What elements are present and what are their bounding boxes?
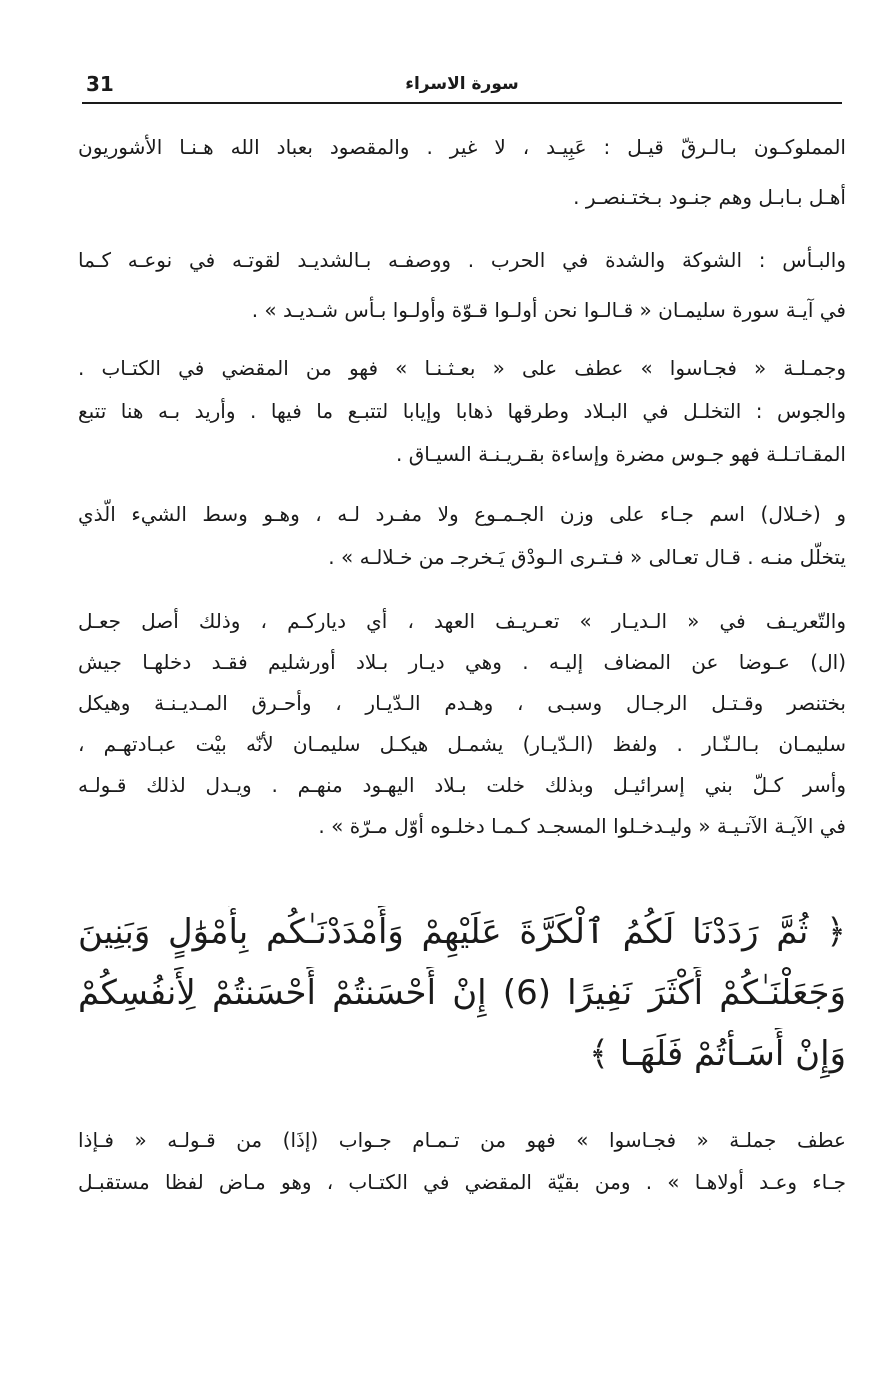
paragraph [78,130,846,214]
surah-title: سورة الاسراء [405,74,519,94]
page-number: 31 [86,72,114,96]
paragraph [78,1123,846,1199]
paragraph [78,351,846,471]
text-line: وأسر كـلّ بني إسرائيـل وبذلك خلت بـلاد اليهـود منهـم . ويـدل لذلك قـولـه [78,773,846,797]
verse-line: وَجَعَلْنَـٰكُمْ أَكْثَرَ نَفِيرًا (6) إِنْ أَحْسَنتُمْ أَحْسَنتُمْ لِأَنفُسِكُمْ [78,973,846,1013]
text-line: (ال) عـوضا عن المضاف إليـه . وهي ديـار بـلاد أورشليم فقـد دخلهـا جيش [78,650,846,674]
text-line: سليمـان بـالـنّـار . ولفظ (الـدّيـار) يشمـل هيكـل سليمـان لأنّه بيْت عبـادتهـم ، [78,732,846,756]
text-line: والتّعريـف في « الـديـار » تعـريـف العهد ، أي دياركـم ، وذلك أصل جعـل [78,609,846,633]
paragraph [78,497,846,574]
text-line: يتخلّل منـه . قـال تعـالى « فـتـرى الـودْق يَـخرجـ من خـلالـه » . [328,545,846,569]
paragraph [78,243,846,327]
paragraph [78,604,846,843]
quran-verse [78,906,846,1080]
text-line: عطف جملـة « فجـاسوا » فهو من تـمـام جـواب (إذَا) من قـولـه « فـإذا [78,1128,846,1152]
page-header [82,70,842,104]
text-line: والجوس : التخلـل في البـلاد وطرقها ذهابا وإيابا لتتبـع ما فيها . وأريد بـه هنا تتبع [78,399,846,423]
text-line: في الآيـة الآتـيـة « وليـدخـلوا المسجـد كـمـا دخلـوه أوّل مـرّة » . [318,814,846,838]
text-line: المقـاتـلـة فهو جـوس مضرة وإساءة بقـريـنـة السيـاق . [396,442,846,466]
text-line: والبـأس : الشوكة والشدة في الحرب . ووصفـه بـالشديـد لقوتـه في نوعـه كـما [78,248,846,272]
text-line: وجمـلـة « فجـاسوا » عطف على « بعـثـنـا » فهو من المقضي في الكتـاب . [78,356,846,380]
verse-line: وَإِنْ أَسَـأْتُمْ فَلَهَـا ﴾ [588,1034,846,1074]
text-line: جـاء وعـد أولاهـا » . ومن بقيّة المقضي في الكتـاب ، وهو مـاض لفظا مستقبـل [78,1170,846,1194]
text-line: المملوكـون بـالـرقّ قيـل : عَبِيـد ، لا غير . والمقصود بعباد الله هـنـا الأشوريون [78,135,846,159]
text-line: و (خـلال) اسم جـاء على وزن الجـمـوع ولا مفـرد لـه ، وهـو وسط الشيء الّذي [78,502,846,526]
verse-line: ﴿ ثُمَّ رَدَدْنَا لَكُمُ ٱلْكَرَّةَ عَلَيْهِمْ وَأَمْدَدْنَـٰكُم بِأَمْوَٰلٍ وَبَنِينَ [78,912,846,952]
text-line: أهـل بـابـل وهم جنـود بـختـنصـر . [573,185,846,209]
text-line: في آيـة سورة سليمـان « قـالـوا نحن أولـوا قـوّة وأولـوا بـأس شـديـد » . [251,298,846,322]
text-line: بختنصر وقـتـل الرجـال وسبـى ، وهـدم الـدّيـار ، وأحـرق المـديـنـة وهيكل [78,691,846,715]
